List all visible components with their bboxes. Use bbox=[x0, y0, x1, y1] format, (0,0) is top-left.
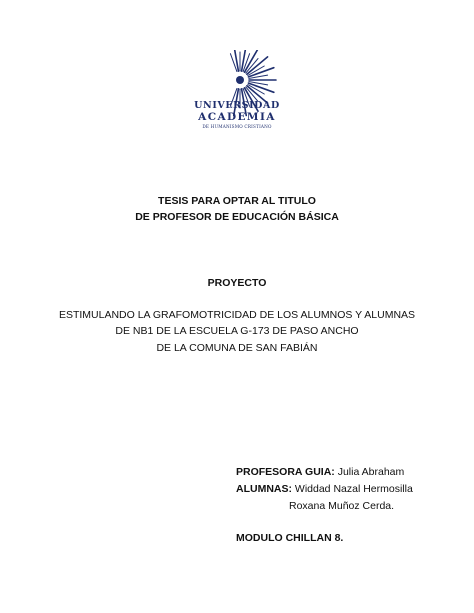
project-title-line-1: ESTIMULANDO LA GRAFOMOTRICIDAD DE LOS ALUMNOS Y ALUMNAS bbox=[58, 309, 416, 321]
students-label: ALUMNAS: bbox=[236, 483, 292, 495]
advisor-name: Julia Abraham bbox=[337, 466, 405, 478]
module-line: MODULO CHILLAN 8. bbox=[236, 532, 344, 544]
logo-subtitle-line: DE HUMANISMO CRISTIANO bbox=[202, 124, 272, 129]
logo-university-line: UNIVERSIDAD bbox=[194, 100, 280, 111]
advisor-label: PROFESORA GUIA: bbox=[236, 466, 335, 478]
logo-academia-line: ACADEMIA bbox=[198, 111, 276, 123]
student-name-2: Roxana Muñoz Cerda. bbox=[289, 500, 395, 512]
student-name-1: Widdad Nazal Hermosilla bbox=[294, 483, 413, 495]
emblem-center bbox=[236, 76, 244, 84]
advisor-line bbox=[236, 464, 404, 481]
students-line bbox=[236, 481, 413, 498]
project-title-line-2: DE NB1 DE LA ESCUELA G-173 DE PASO ANCHO bbox=[115, 325, 359, 337]
project-heading: PROYECTO bbox=[207, 277, 267, 289]
thesis-title-line-1: TESIS PARA OPTAR AL TITULO bbox=[158, 195, 316, 207]
thesis-title-line-2: DE PROFESOR DE EDUCACIÓN BÁSICA bbox=[135, 211, 339, 223]
project-title-line-3: DE LA COMUNA DE SAN FABIÁN bbox=[156, 342, 318, 354]
